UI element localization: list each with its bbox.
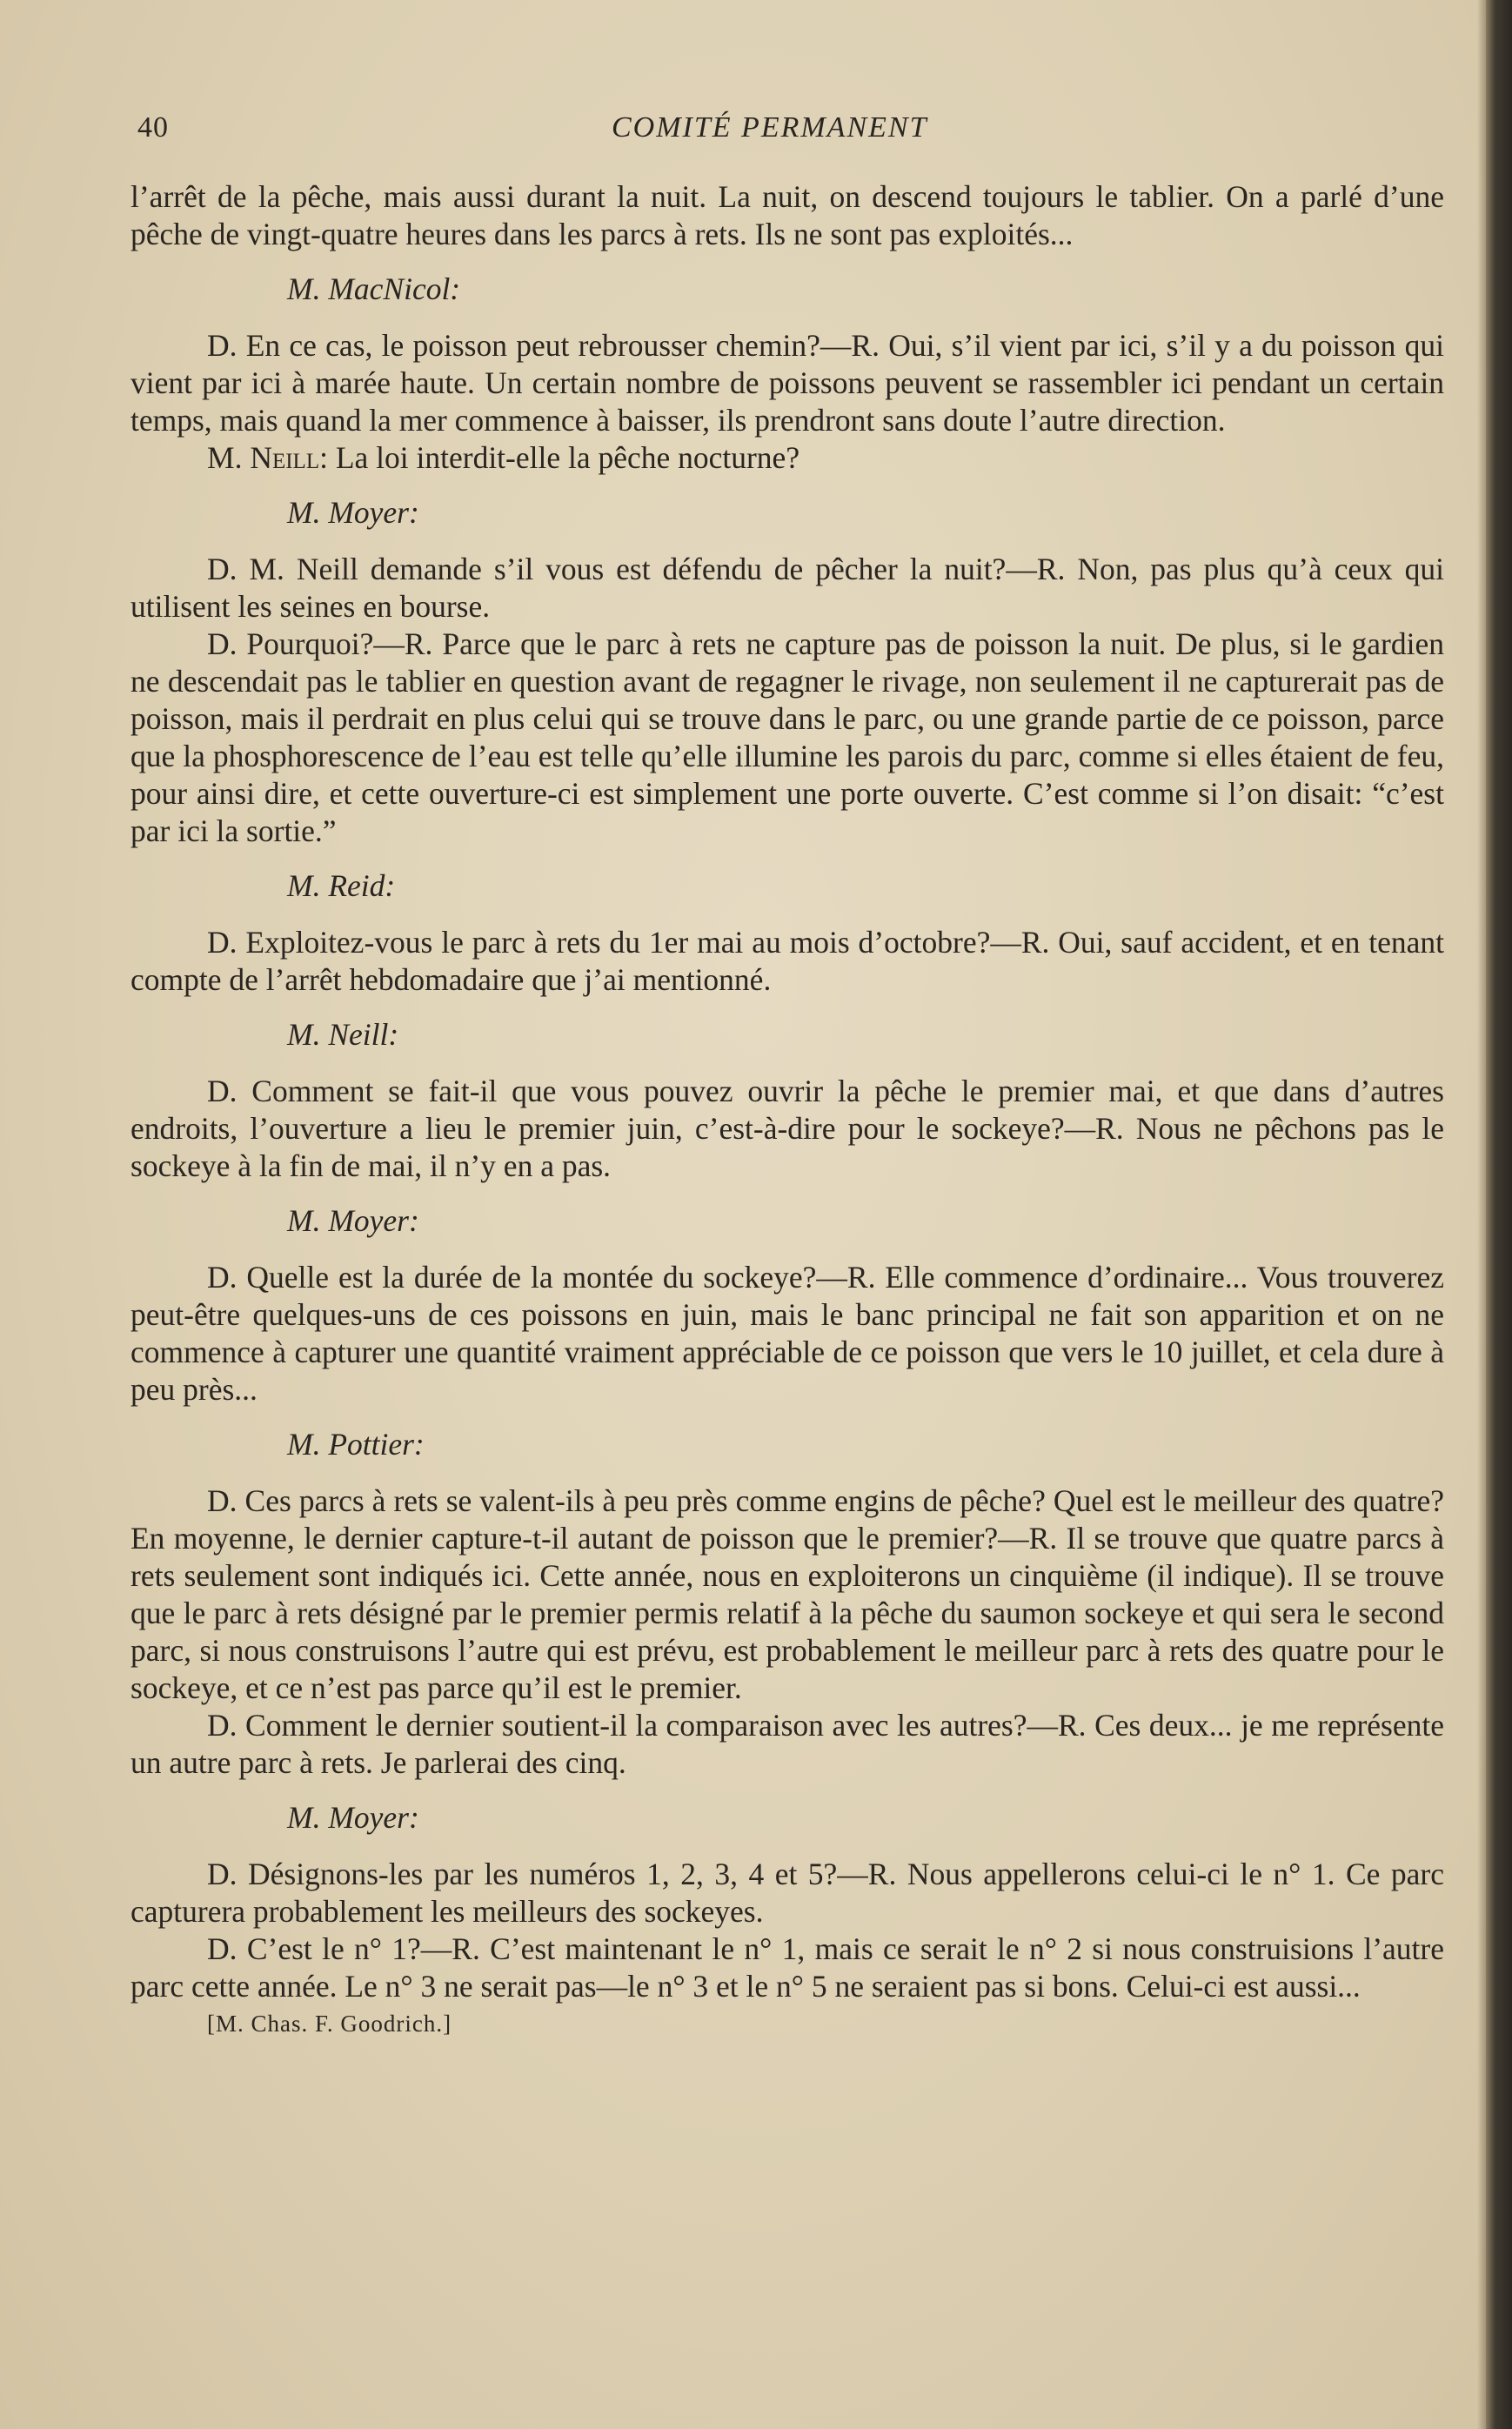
running-title: COMITÉ PERMANENT xyxy=(612,111,928,144)
page-shadow xyxy=(1477,0,1486,2429)
paragraph: D. M. Neill demande s’il vous est défendu de pêcher la nuit?—R. Non, pas plus qu’à ceux qui utilisent les seines en bourse. xyxy=(130,552,1444,624)
paragraph: D. C’est le n° 1?—R. C’est maintenant le n° 1, mais ce serait le n° 2 si nous construisions l’autre parc cette année. Le n° 3 ne serait pas—le n° 3 et le n° 5 ne seraient pas si bons. Celui-ci est aussi... xyxy=(130,1931,1444,2004)
page-number: 40 xyxy=(137,111,169,144)
paragraph: D. Quelle est la durée de la montée du sockeye?—R. Elle commence d’ordinaire... Vous trouverez peut-être quelques-uns de ces poissons en juin, mais le banc principal ne fait son apparition et on ne commence à capturer une quantité vraiment appréciable de ce poisson que vers le 10 juillet, et cela dure à peu près... xyxy=(130,1260,1444,1407)
paragraph-text: : La loi interdit-elle la pêche nocturne? xyxy=(319,440,800,475)
paragraph: D. Comment se fait-il que vous pouvez ouvrir la pêche le premier mai, et que dans d’autres endroits, l’ouverture a lieu le premier juin, c’est-à-dire pour le sockeye?—R. Nous ne pêchons pas le sockeye à la fin de mai, il n’y en a pas. xyxy=(130,1074,1444,1183)
paragraph: D. Exploitez-vous le parc à rets du 1er mai au mois d’octobre?—R. Oui, sauf accident, et en tenant compte de l’arrêt hebdomadaire que j’ai mentionné. xyxy=(130,925,1444,997)
speaker-heading: M. Reid: xyxy=(287,868,396,903)
speaker-heading: M. Pottier: xyxy=(287,1427,425,1462)
speaker-heading: M. Moyer: xyxy=(287,1800,419,1835)
speaker-heading: M. Neill: xyxy=(287,1017,399,1052)
paragraph: D. En ce cas, le poisson peut rebrousser chemin?—R. Oui, s’il vient par ici, s’il y a du poisson qui vient par ici à marée haute. Un certain nombre de poissons peuvent se rassembler ici pendant un certain temps, mais quand la mer commence à baisser, ils prendront sans doute l’autre direction. xyxy=(130,328,1444,438)
paragraph: D. Désignons-les par les numéros 1, 2, 3, 4 et 5?—R. Nous appellerons celui-ci le n° 1. Ce parc capturera probablement les meilleurs des sockeyes. xyxy=(130,1857,1444,1929)
paragraph xyxy=(130,439,1444,477)
book-spine xyxy=(1486,0,1512,2429)
speaker-name: Neill xyxy=(250,440,320,475)
paragraph: D. Comment le dernier soutient-il la comparaison avec les autres?—R. Ces deux... je me représente un autre parc à rets. Je parlerai des cinq. xyxy=(130,1708,1444,1780)
speaker-heading: M. Moyer: xyxy=(287,495,419,530)
paragraph: D. Ces parcs à rets se valent-ils à peu près comme engins de pêche? Quel est le meilleur des quatre? En moyenne, le dernier capture-t-il autant de poisson que le premier?—R. Il se trouve que quatre parcs à rets seulement sont indiqués ici. Cette année, nous en exploiterons un cinquième (il indique). Il se trouve que le parc à rets désigné par le premier permis relatif à la pêche du saumon sockeye et qui sera le second parc, si nous construisons l’autre qui est prévu, est probablement le meilleur parc à rets des quatre pour le sockeye, et ce n’est pas parce qu’il est le premier. xyxy=(130,1483,1444,1705)
speaker-heading: M. MacNicol: xyxy=(287,271,461,306)
speaker-prefix: M. xyxy=(207,440,251,475)
body-text xyxy=(130,178,1444,2043)
speaker-heading: M. Moyer: xyxy=(287,1203,419,1238)
paragraph: D. Pourquoi?—R. Parce que le parc à rets ne capture pas de poisson la nuit. De plus, si le gardien ne descendait pas le tablier en question avant de regagner le rivage, non seulement il ne capturerait pas de poisson, mais il perdrait en plus celui qui se trouve dans le parc, ou une grande partie de ce poisson, parce que la phosphorescence de l’eau est telle qu’elle illumine les parois du parc, comme si elles étaient de feu, pour ainsi dire, et cette ouverture-ci est simplement une porte ouverte. C’est comme si l’on disait: “c’est par ici la sortie.” xyxy=(130,626,1444,848)
paragraph: l’arrêt de la pêche, mais aussi durant la nuit. La nuit, on descend toujours le tablier. On a parlé d’une pêche de vingt-quatre heures dans les parcs à rets. Ils ne sont pas exploités... xyxy=(130,179,1444,251)
footer-note: [M. Chas. F. Goodrich.] xyxy=(207,2011,452,2037)
page-header xyxy=(137,111,1442,155)
